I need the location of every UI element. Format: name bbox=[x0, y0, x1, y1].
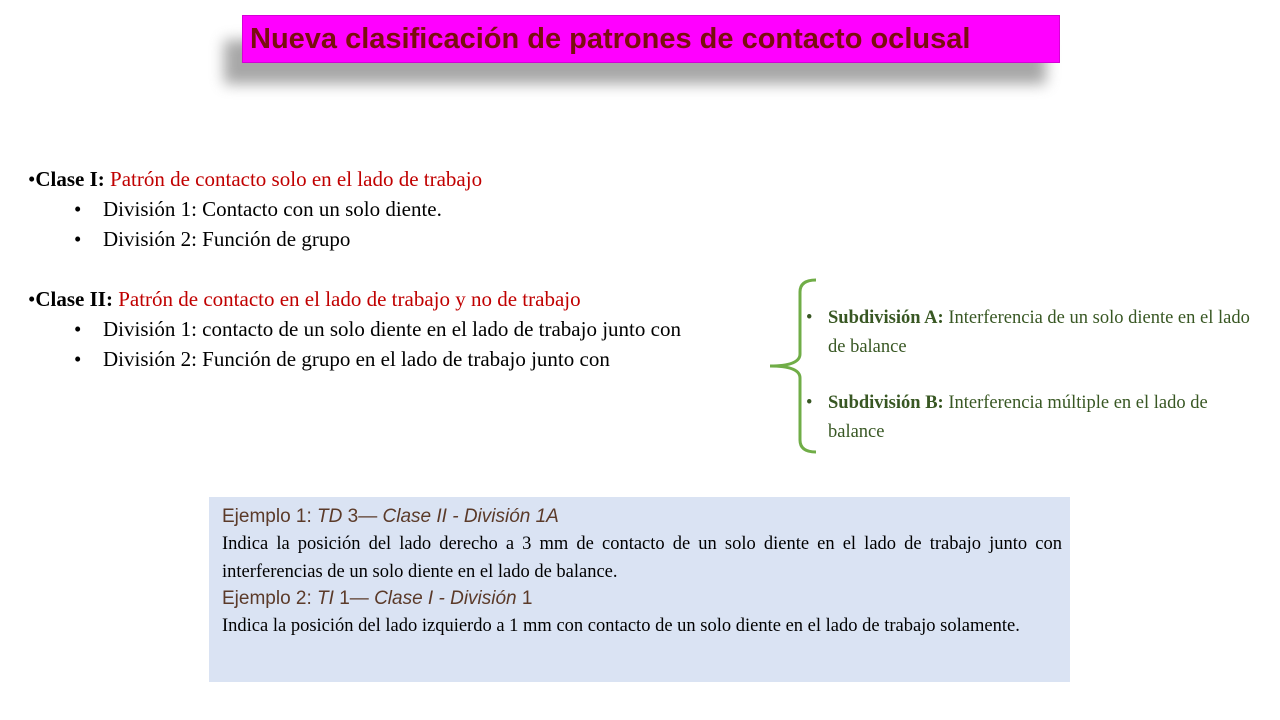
example-class: Clase II - División 1A bbox=[382, 506, 559, 527]
bullet: • bbox=[28, 287, 36, 311]
division-text: División 1: Contacto con un solo diente. bbox=[103, 197, 442, 221]
classification-list bbox=[28, 164, 770, 374]
class-label: Clase II: bbox=[35, 287, 113, 311]
division-text: División 2: Función de grupo en el lado de trabajo junto con bbox=[103, 347, 610, 371]
class-description: Patrón de contacto en el lado de trabajo y no de trabajo bbox=[118, 287, 581, 311]
bullet: • bbox=[806, 393, 813, 413]
division-item bbox=[28, 314, 770, 344]
example-class-tail: 1 bbox=[516, 588, 533, 609]
bullet: • bbox=[74, 197, 82, 221]
title-banner bbox=[242, 15, 1060, 63]
example-code-number: 3 bbox=[342, 506, 359, 527]
example-title bbox=[222, 586, 1062, 612]
division-text: División 2: Función de grupo bbox=[103, 227, 351, 251]
examples-panel bbox=[209, 497, 1070, 682]
subdivision-text: Interferencia múltiple en el lado de balance bbox=[828, 393, 1208, 442]
subdivision-list bbox=[806, 304, 1256, 446]
subdivision-item bbox=[806, 389, 1256, 446]
example-dash: — bbox=[358, 506, 383, 527]
subdivision-label: Subdivisión B: bbox=[828, 393, 944, 413]
example-prefix: Ejemplo 2: bbox=[222, 588, 318, 609]
bullet: • bbox=[28, 167, 36, 191]
subdivision-text: Interferencia de un solo diente en el lado de balance bbox=[828, 308, 1250, 357]
example-code: TI bbox=[317, 588, 334, 609]
example-prefix: Ejemplo 1: bbox=[222, 506, 318, 527]
bullet: • bbox=[74, 227, 82, 251]
class-ii-line bbox=[28, 284, 770, 314]
subdivision-label: Subdivisión A: bbox=[828, 308, 944, 328]
page-title: Nueva clasificación de patrones de contacto oclusal bbox=[250, 22, 971, 55]
division-item bbox=[28, 194, 770, 224]
class-i-line bbox=[28, 164, 770, 194]
bullet: • bbox=[806, 308, 813, 328]
class-description: Patrón de contacto solo en el lado de trabajo bbox=[110, 167, 483, 191]
example-dash: — bbox=[349, 588, 375, 609]
bullet: • bbox=[74, 347, 82, 371]
example-code: TD bbox=[317, 506, 343, 527]
division-item bbox=[28, 344, 770, 374]
example-code-number: 1 bbox=[333, 588, 350, 609]
example-title bbox=[222, 504, 1062, 530]
example-description: Indica la posición del lado derecho a 3 mm de contacto de un solo diente en el lado de trabajo junto con interferencias de un solo diente en el lado de balance. bbox=[222, 534, 1062, 582]
example-description: Indica la posición del lado izquierdo a 1 mm con contacto de un solo diente en el lado de trabajo solamente. bbox=[222, 616, 1020, 636]
bullet: • bbox=[74, 317, 82, 341]
division-text: División 1: contacto de un solo diente en el lado de trabajo junto con bbox=[103, 317, 681, 341]
class-label: Clase I: bbox=[35, 167, 105, 191]
subdivision-item bbox=[806, 304, 1256, 361]
example-class: Clase I - División bbox=[374, 588, 517, 609]
division-item bbox=[28, 224, 770, 254]
